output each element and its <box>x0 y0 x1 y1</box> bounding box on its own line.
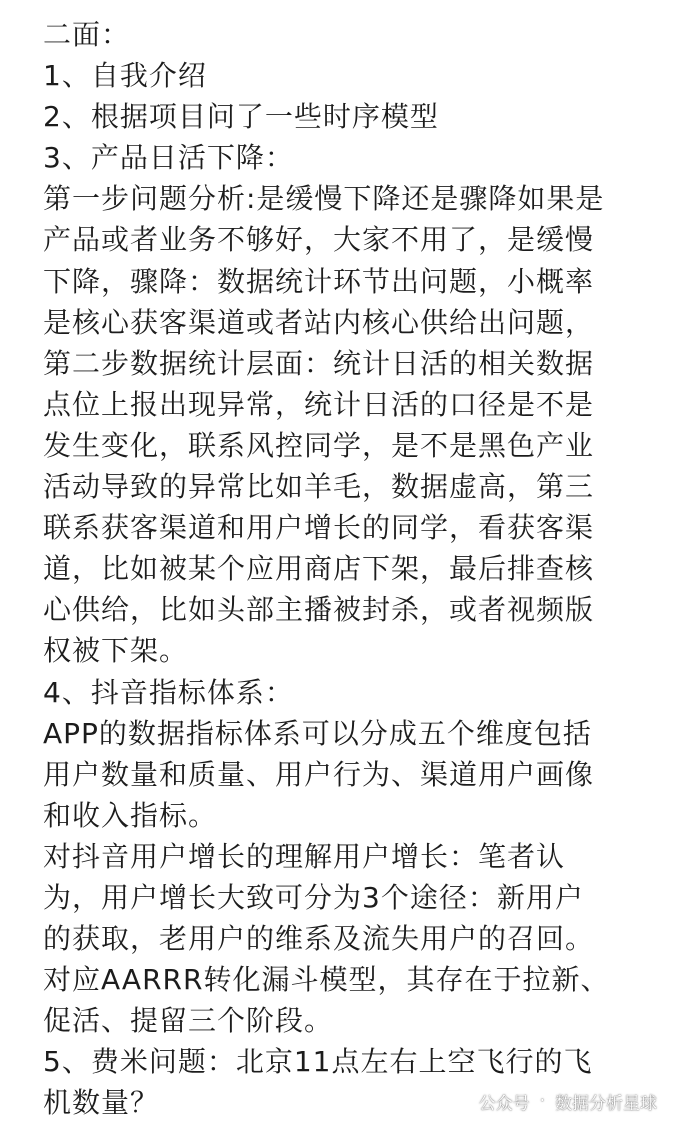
text-line: 二面： <box>43 18 131 51</box>
text-line: 3、产品日活下降： <box>43 141 294 175</box>
text-line: 道，比如被某个应用商店下架，最后排查核 <box>43 552 595 586</box>
text-line: 第一步问题分析:是缓慢下降还是骤降如果是 <box>43 182 605 216</box>
text-line: 产品或者业务不够好，大家不用了，是缓慢 <box>43 223 595 257</box>
text-line: 活动导致的异常比如羊毛，数据虚高，第三 <box>43 470 595 504</box>
watermark-account-name: 数据分析星球 <box>555 1093 657 1114</box>
text-line: 4、抖音指标体系： <box>43 675 294 709</box>
text-line: 是核心获客渠道或者站内核心供给出问题， <box>43 305 595 339</box>
text-line: 用户数量和质量、用户行为、渠道用户画像 <box>43 757 595 791</box>
text-line: 为，用户增长大致可分为3个途径：新用户 <box>43 880 584 914</box>
text-line: 对应AARRR转化漏斗模型，其存在于拉新、 <box>43 963 610 997</box>
text-line: APP的数据指标体系可以分成五个维度包括 <box>43 716 592 750</box>
watermark-separator: · <box>539 1091 545 1111</box>
text-line: 促活、提留三个阶段。 <box>43 1004 334 1038</box>
text-line: 联系获客渠道和用户增长的同学，看获客渠 <box>43 511 595 545</box>
text-line: 心供给，比如头部主播被封杀，或者视频版 <box>43 593 595 627</box>
text-line: 发生变化，联系风控同学，是不是黑色产业 <box>43 428 595 462</box>
text-line: 点位上报出现异常，统计日活的口径是不是 <box>43 387 595 421</box>
text-line: 第二步数据统计层面：统计日活的相关数据 <box>43 346 595 380</box>
text-line: 对抖音用户增长的理解用户增长：笔者认 <box>43 839 566 873</box>
text-line: 1、自我介绍 <box>43 59 207 93</box>
text-line: 机数量？ <box>43 1086 160 1120</box>
text-line: 权被下架。 <box>43 634 189 668</box>
text-line: 下降，骤降：数据统计环节出问题，小概率 <box>43 264 595 298</box>
text-line: 2、根据项目问了一些时序模型 <box>43 100 439 134</box>
watermark <box>447 1086 657 1116</box>
text-line: 和收入指标。 <box>43 798 218 832</box>
text-line: 5、费米问题：北京11点左右上空飞行的飞 <box>43 1045 593 1079</box>
document-body <box>43 14 643 1124</box>
wechat-icon <box>447 1091 471 1111</box>
text-line: 的获取，老用户的维系及流失用户的召回。 <box>43 922 595 956</box>
watermark-account-type: 公众号 <box>478 1093 530 1114</box>
